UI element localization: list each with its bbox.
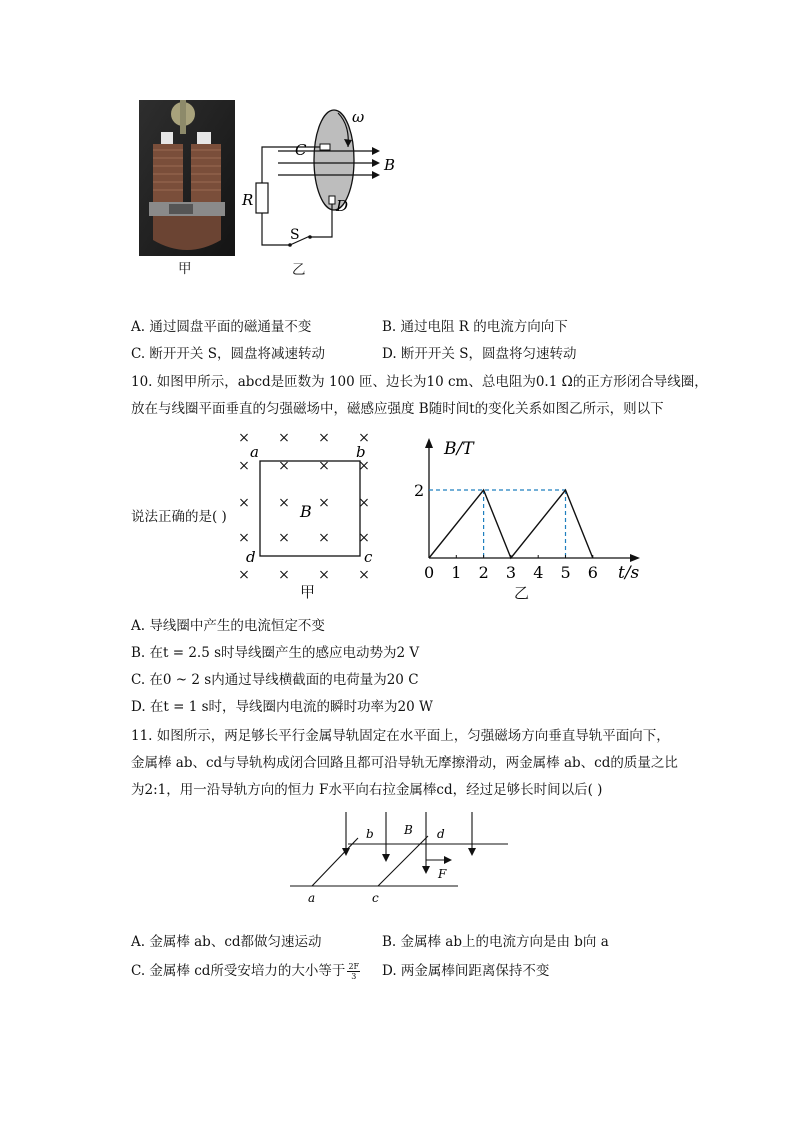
q11-stem-line2: 金属棒 ab、cd与导轨构成闭合回路且都可沿导轨无摩擦滑动，两金属棒 ab、cd的质量之比 xyxy=(131,755,678,771)
q11-label-F: F xyxy=(438,867,447,881)
svg-text:×: × xyxy=(238,530,250,546)
q11-label-b: b xyxy=(366,827,374,841)
svg-text:×: × xyxy=(358,530,370,546)
chart-ticks xyxy=(414,481,598,582)
q10-label-c: c xyxy=(364,548,373,566)
q9-photo-jia xyxy=(139,100,235,256)
q11-option-c-fraction xyxy=(347,962,360,981)
svg-text:×: × xyxy=(278,567,290,580)
q9-option-c: C. 断开开关 S，圆盘将减速转动 xyxy=(131,346,325,362)
q10-option-c: C. 在0 ~ 2 s内通过导线横截面的电荷量为20 C xyxy=(131,672,419,688)
q9-option-d: D. 断开开关 S，圆盘将匀速转动 xyxy=(382,346,577,362)
q10-option-d: D. 在t = 1 s时，导线圈内电流的瞬时功率为20 W xyxy=(131,699,433,715)
q10-option-a: A. 导线圈中产生的电流恒定不变 xyxy=(131,618,325,634)
y-axis-arrow xyxy=(425,438,433,448)
q10-stem-line1: 10. 如图甲所示，abcd是匝数为 100 匝、边长为10 cm、总电阻为0.1 Ω的正方形闭合导线圈， xyxy=(131,374,708,390)
q10-label-a: a xyxy=(250,443,259,461)
q11-frac-num: 2F xyxy=(348,962,360,971)
svg-text:×: × xyxy=(318,530,330,546)
q11-option-a: A. 金属棒 ab、cd都做匀速运动 xyxy=(131,934,322,950)
svg-text:×: × xyxy=(278,530,290,546)
q9-label-D: D xyxy=(336,197,349,215)
q9-label-B: B xyxy=(384,156,396,174)
q10-label-yi: 乙 xyxy=(514,584,530,602)
q10-label-B: B xyxy=(300,502,312,521)
q11-label-d: d xyxy=(437,827,445,841)
q11-option-c xyxy=(131,962,360,981)
x-tick-label-4: 4 xyxy=(533,563,544,582)
q9-circuit-diagram xyxy=(238,95,408,260)
q11-option-d: D. 两金属棒间距离保持不变 xyxy=(382,963,550,979)
svg-text:×: × xyxy=(358,430,370,446)
x-tick-label-6: 6 xyxy=(587,563,598,582)
q9-label-R: R xyxy=(242,191,254,209)
svg-text:×: × xyxy=(278,495,290,511)
q11-frac-den: 3 xyxy=(351,972,357,981)
x-tick-label-2: 2 xyxy=(478,563,489,582)
q9-option-b: B. 通过电阻 R 的电流方向向下 xyxy=(382,319,568,335)
q11-rails-diagram xyxy=(288,810,518,910)
q9-label-jia: 甲 xyxy=(178,261,192,277)
q10-option-b: B. 在t = 2.5 s时导线圈产生的感应电动势为2 V xyxy=(131,645,420,661)
x-tick-label-3: 3 xyxy=(505,563,517,582)
svg-text:×: × xyxy=(358,495,370,511)
svg-text:×: × xyxy=(318,567,330,580)
chart-series xyxy=(429,490,593,558)
q9-option-a: A. 通过圆盘平面的磁通量不变 xyxy=(131,319,312,335)
chart-xlabel: t/s xyxy=(618,563,640,583)
x-axis-arrow xyxy=(630,554,640,562)
q9-label-omega: ω xyxy=(352,108,365,126)
svg-text:×: × xyxy=(358,458,370,474)
q9-label-C: C xyxy=(295,141,307,159)
q10-label-b: b xyxy=(356,443,366,461)
q11-label-c: c xyxy=(372,891,379,905)
svg-text:×: × xyxy=(238,495,250,511)
q10-stem-line2: 放在与线圈平面垂直的匀强磁场中，磁感应强度 B随时间t的变化关系如图乙所示，则以下 xyxy=(131,401,664,417)
svg-text:×: × xyxy=(238,430,250,446)
svg-text:×: × xyxy=(358,567,370,580)
svg-text:×: × xyxy=(318,458,330,474)
svg-text:×: × xyxy=(278,430,290,446)
q9-label-S: S xyxy=(290,227,300,243)
svg-text:×: × xyxy=(318,430,330,446)
q10-coil-diagram xyxy=(232,428,382,580)
q11-stem-line3: 为2:1，用一沿导轨方向的恒力 F水平向右拉金属棒cd，经过足够长时间以后( ) xyxy=(131,782,603,798)
x-tick-label-0: 0 xyxy=(424,563,435,582)
q11-label-B: B xyxy=(404,823,413,837)
svg-text:×: × xyxy=(278,458,290,474)
q11-option-b: B. 金属棒 ab上的电流方向是由 b向 a xyxy=(382,934,609,950)
q10-label-d: d xyxy=(246,548,256,566)
q10-stem-line3: 说法正确的是( ) xyxy=(131,509,227,525)
q9-label-yi: 乙 xyxy=(292,262,306,278)
q10-bt-chart xyxy=(412,432,644,584)
svg-text:×: × xyxy=(238,458,250,474)
q11-label-a: a xyxy=(308,891,316,905)
q10-label-jia: 甲 xyxy=(300,583,316,601)
svg-text:×: × xyxy=(238,567,250,580)
q11-option-c-text: C. 金属棒 cd所受安培力的大小等于 xyxy=(131,963,346,979)
x-tick-label-1: 1 xyxy=(451,563,462,582)
q11-stem-line1: 11. 如图所示，两足够长平行金属导轨固定在水平面上，匀强磁场方向垂直导轨平面向下， xyxy=(131,728,670,744)
chart-ylabel: B/T xyxy=(444,439,474,459)
y-tick-label-2: 2 xyxy=(414,481,425,500)
svg-text:×: × xyxy=(318,495,330,511)
x-tick-label-5: 5 xyxy=(560,563,571,582)
series-line xyxy=(429,490,593,558)
